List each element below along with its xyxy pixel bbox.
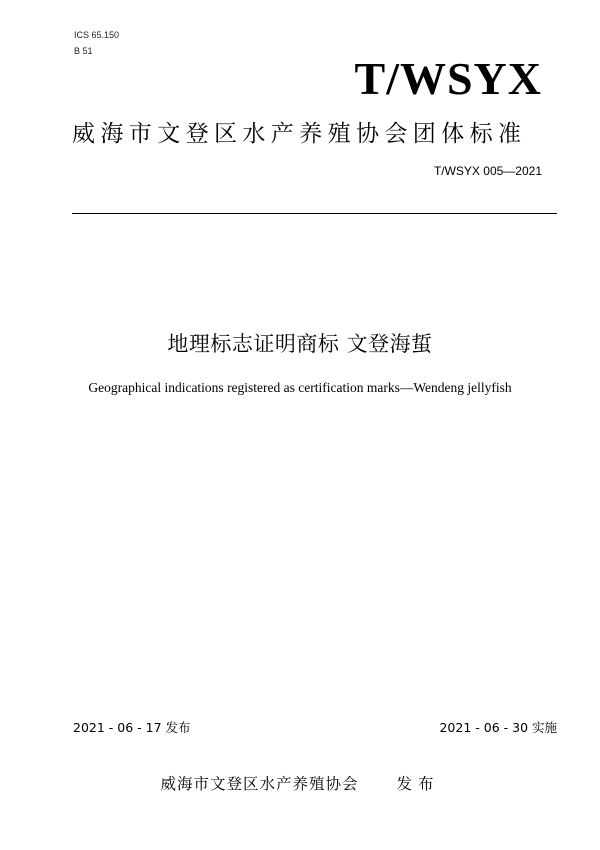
ccs-code: B 51 [74, 46, 93, 56]
publish-date: 2021 - 06 - 17 发布 [73, 720, 191, 735]
organization-standard-title: 威海市文登区水产养殖协会团体标准 [72, 121, 527, 147]
standard-number: T/WSYX 005—2021 [433, 164, 542, 178]
ics-code: ICS 65.150 [74, 30, 120, 40]
document-title-english: Geographical indications registered as certification marks—Wendeng jellyfish [88, 380, 512, 395]
issuer-name: 威海市文登区水产养殖协会 [160, 775, 359, 793]
issuer-line [0, 772, 600, 794]
document-title-chinese: 地理标志证明商标 文登海蜇 [167, 332, 433, 356]
standard-brand-code: T/WSYX [354, 53, 542, 104]
issue-label: 发布 [396, 775, 440, 793]
header-divider [72, 213, 557, 214]
implement-date: 2021 - 06 - 30 实施 [439, 720, 557, 735]
